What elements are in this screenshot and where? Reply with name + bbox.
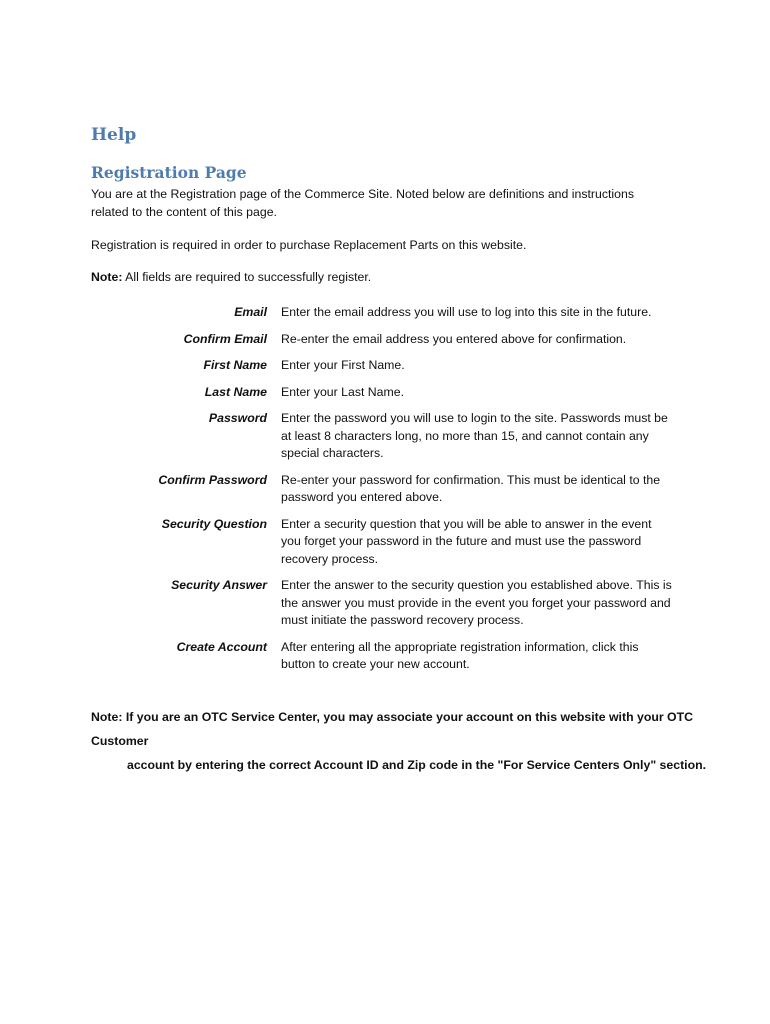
definition-row (91, 331, 673, 358)
service-center-note (91, 705, 751, 777)
definition-row (91, 577, 673, 639)
help-title: Help (91, 125, 137, 145)
description-first-name: Enter your First Name. (281, 358, 405, 372)
definition-row (91, 357, 673, 384)
term-security-answer: Security Answer (171, 578, 267, 592)
definition-row (91, 304, 673, 331)
description-last-name: Enter your Last Name. (281, 384, 405, 399)
term-email: Email (234, 305, 267, 319)
intro-paragraph (91, 185, 671, 221)
term-last-name: Last Name (204, 384, 267, 399)
term-confirm-password: Confirm Password (158, 472, 267, 487)
service-center-note-line-2: account by entering the correct Account ID and Zip code in the "For Service Centers Only" section. (127, 758, 707, 772)
description-create-account: After entering all the appropriate registration information, click this button to create your new account. (281, 639, 639, 671)
definition-row (91, 516, 673, 578)
note-label: Note: (91, 270, 123, 284)
description-confirm-password: Re-enter your password for confirmation. This must be identical to the password you entered above. (281, 472, 661, 504)
definition-row (91, 410, 673, 472)
fields-required-note (91, 268, 671, 286)
intro-line-2: related to the content of this page. (91, 205, 277, 219)
help-document (91, 124, 751, 683)
term-first-name: First Name (203, 358, 267, 372)
field-definitions (91, 304, 673, 683)
description-security-answer: Enter the answer to the security question you established above. This is the answer you must provide in the event you forget your password and must initiate the password recovery process. (281, 578, 672, 627)
definition-row (91, 384, 673, 411)
definition-row (91, 472, 673, 516)
service-center-note-line-1: Note: If you are an OTC Service Center, you may associate your account on this website with your OTC Customer (91, 710, 694, 748)
term-password: Password (208, 411, 267, 425)
description-security-question: Enter a security question that you will be able to answer in the event you forget your password in the future and must use the password recovery process. (281, 516, 652, 566)
description-confirm-email: Re-enter the email address you entered above for confirmation. (281, 331, 627, 346)
term-confirm-email: Confirm Email (183, 331, 267, 346)
registration-required-text: Registration is required in order to purchase Replacement Parts on this website. (91, 238, 527, 252)
note-text: All fields are required to successfully register. (122, 270, 372, 284)
term-security-question: Security Question (161, 516, 267, 531)
term-create-account: Create Account (176, 639, 267, 654)
description-email: Enter the email address you will use to log into this site in the future. (281, 305, 652, 319)
intro-line-1: You are at the Registration page of the Commerce Site. Noted below are definitions and instructions (91, 187, 634, 201)
section-title: Registration Page (91, 163, 247, 182)
definition-row (91, 639, 673, 683)
description-password: Enter the password you will use to login to the site. Passwords must be at least 8 characters long, no more than 15, and cannot contain any special characters. (281, 411, 668, 460)
